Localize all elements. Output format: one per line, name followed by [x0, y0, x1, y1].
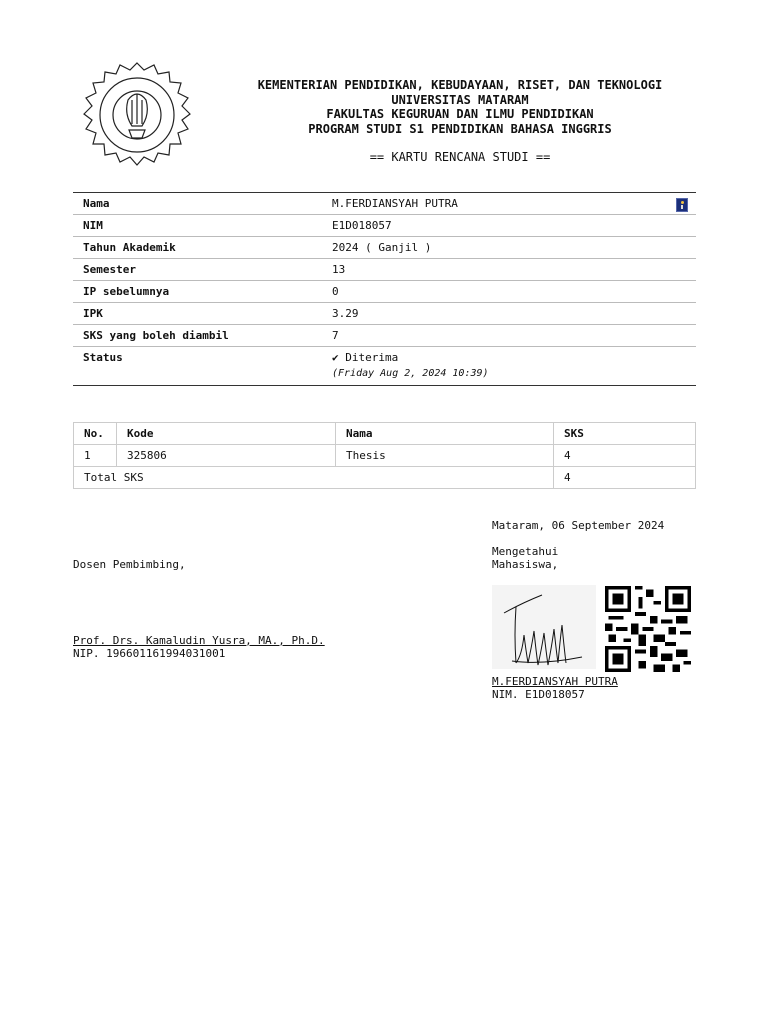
status-cell [322, 347, 696, 386]
student-info-table [73, 192, 696, 386]
student-name: M.FERDIANSYAH PUTRA [492, 675, 618, 688]
info-row-ip [73, 281, 696, 303]
total-row [74, 467, 696, 489]
info-row-nama [73, 193, 696, 215]
semester-label: Semester [83, 263, 136, 276]
total-label: Total SKS [74, 467, 554, 489]
sks-label: SKS yang boleh diambil [83, 329, 229, 342]
check-icon: ✔ [332, 351, 339, 364]
status-timestamp: (Friday Aug 2, 2024 10:39) [332, 368, 489, 379]
nim-value: E1D018057 [332, 219, 392, 232]
ip-label: IP sebelumnya [83, 285, 170, 298]
university-title: UNIVERSITAS MATARAM [391, 92, 529, 107]
info-row-sks [73, 325, 696, 347]
info-row-nim [73, 215, 696, 237]
tahun-value: 2024 ( Ganjil ) [332, 241, 432, 254]
sks-value: 7 [332, 329, 339, 342]
course-nama: Thesis [336, 445, 554, 467]
place-date: Mataram, 06 September 2024 [492, 519, 665, 532]
total-value: 4 [554, 467, 696, 489]
status-value: Diterima [345, 351, 399, 364]
university-logo [72, 60, 202, 182]
qr-code [602, 586, 694, 672]
handwritten-signature [492, 585, 596, 669]
document-header [205, 78, 715, 136]
info-row-ipk [73, 303, 696, 325]
info-row-status [73, 347, 696, 386]
course-table-header [74, 423, 696, 445]
info-row-semester [73, 259, 696, 281]
dosen-name: Prof. Drs. Kamaludin Yusra, MA., Ph.D. [73, 634, 325, 647]
nim-label: NIM [83, 219, 103, 232]
course-no: 1 [74, 445, 117, 467]
col-nama: Nama [336, 423, 554, 445]
dosen-nip: NIP. 196601161994031001 [73, 647, 226, 660]
nama-value: M.FERDIANSYAH PUTRA [332, 197, 458, 210]
document-title: == KARTU RENCANA STUDI == [369, 150, 551, 164]
course-table [73, 422, 696, 489]
ip-value: 0 [332, 285, 339, 298]
nama-label: Nama [83, 197, 110, 210]
program-title: PROGRAM STUDI S1 PENDIDIKAN BAHASA INGGRIS [308, 121, 612, 136]
ipk-label: IPK [83, 307, 103, 320]
student-signature-block [492, 675, 618, 701]
acknowledge-block [492, 545, 558, 571]
col-no: No. [74, 423, 117, 445]
mengetahui-label: Mengetahui [492, 545, 559, 558]
ipk-value: 3.29 [332, 307, 359, 320]
course-sks: 4 [554, 445, 696, 467]
col-kode: Kode [117, 423, 336, 445]
flag-icon [676, 198, 688, 212]
course-kode: 325806 [117, 445, 336, 467]
dosen-block [73, 634, 325, 660]
semester-value: 13 [332, 263, 346, 276]
mahasiswa-label: Mahasiswa, [492, 558, 559, 571]
col-sks: SKS [554, 423, 696, 445]
tahun-label: Tahun Akademik [83, 241, 176, 254]
table-row [74, 445, 696, 467]
ministry-title: KEMENTERIAN PENDIDIKAN, KEBUDAYAAN, RISET, DAN TEKNOLOGI [257, 78, 663, 92]
info-row-tahun [73, 237, 696, 259]
student-nim: NIM. E1D018057 [492, 688, 585, 701]
faculty-title: FAKULTAS KEGURUAN DAN ILMU PENDIDIKAN [326, 107, 594, 121]
dosen-label: Dosen Pembimbing, [73, 558, 186, 571]
status-label: Status [83, 351, 123, 364]
